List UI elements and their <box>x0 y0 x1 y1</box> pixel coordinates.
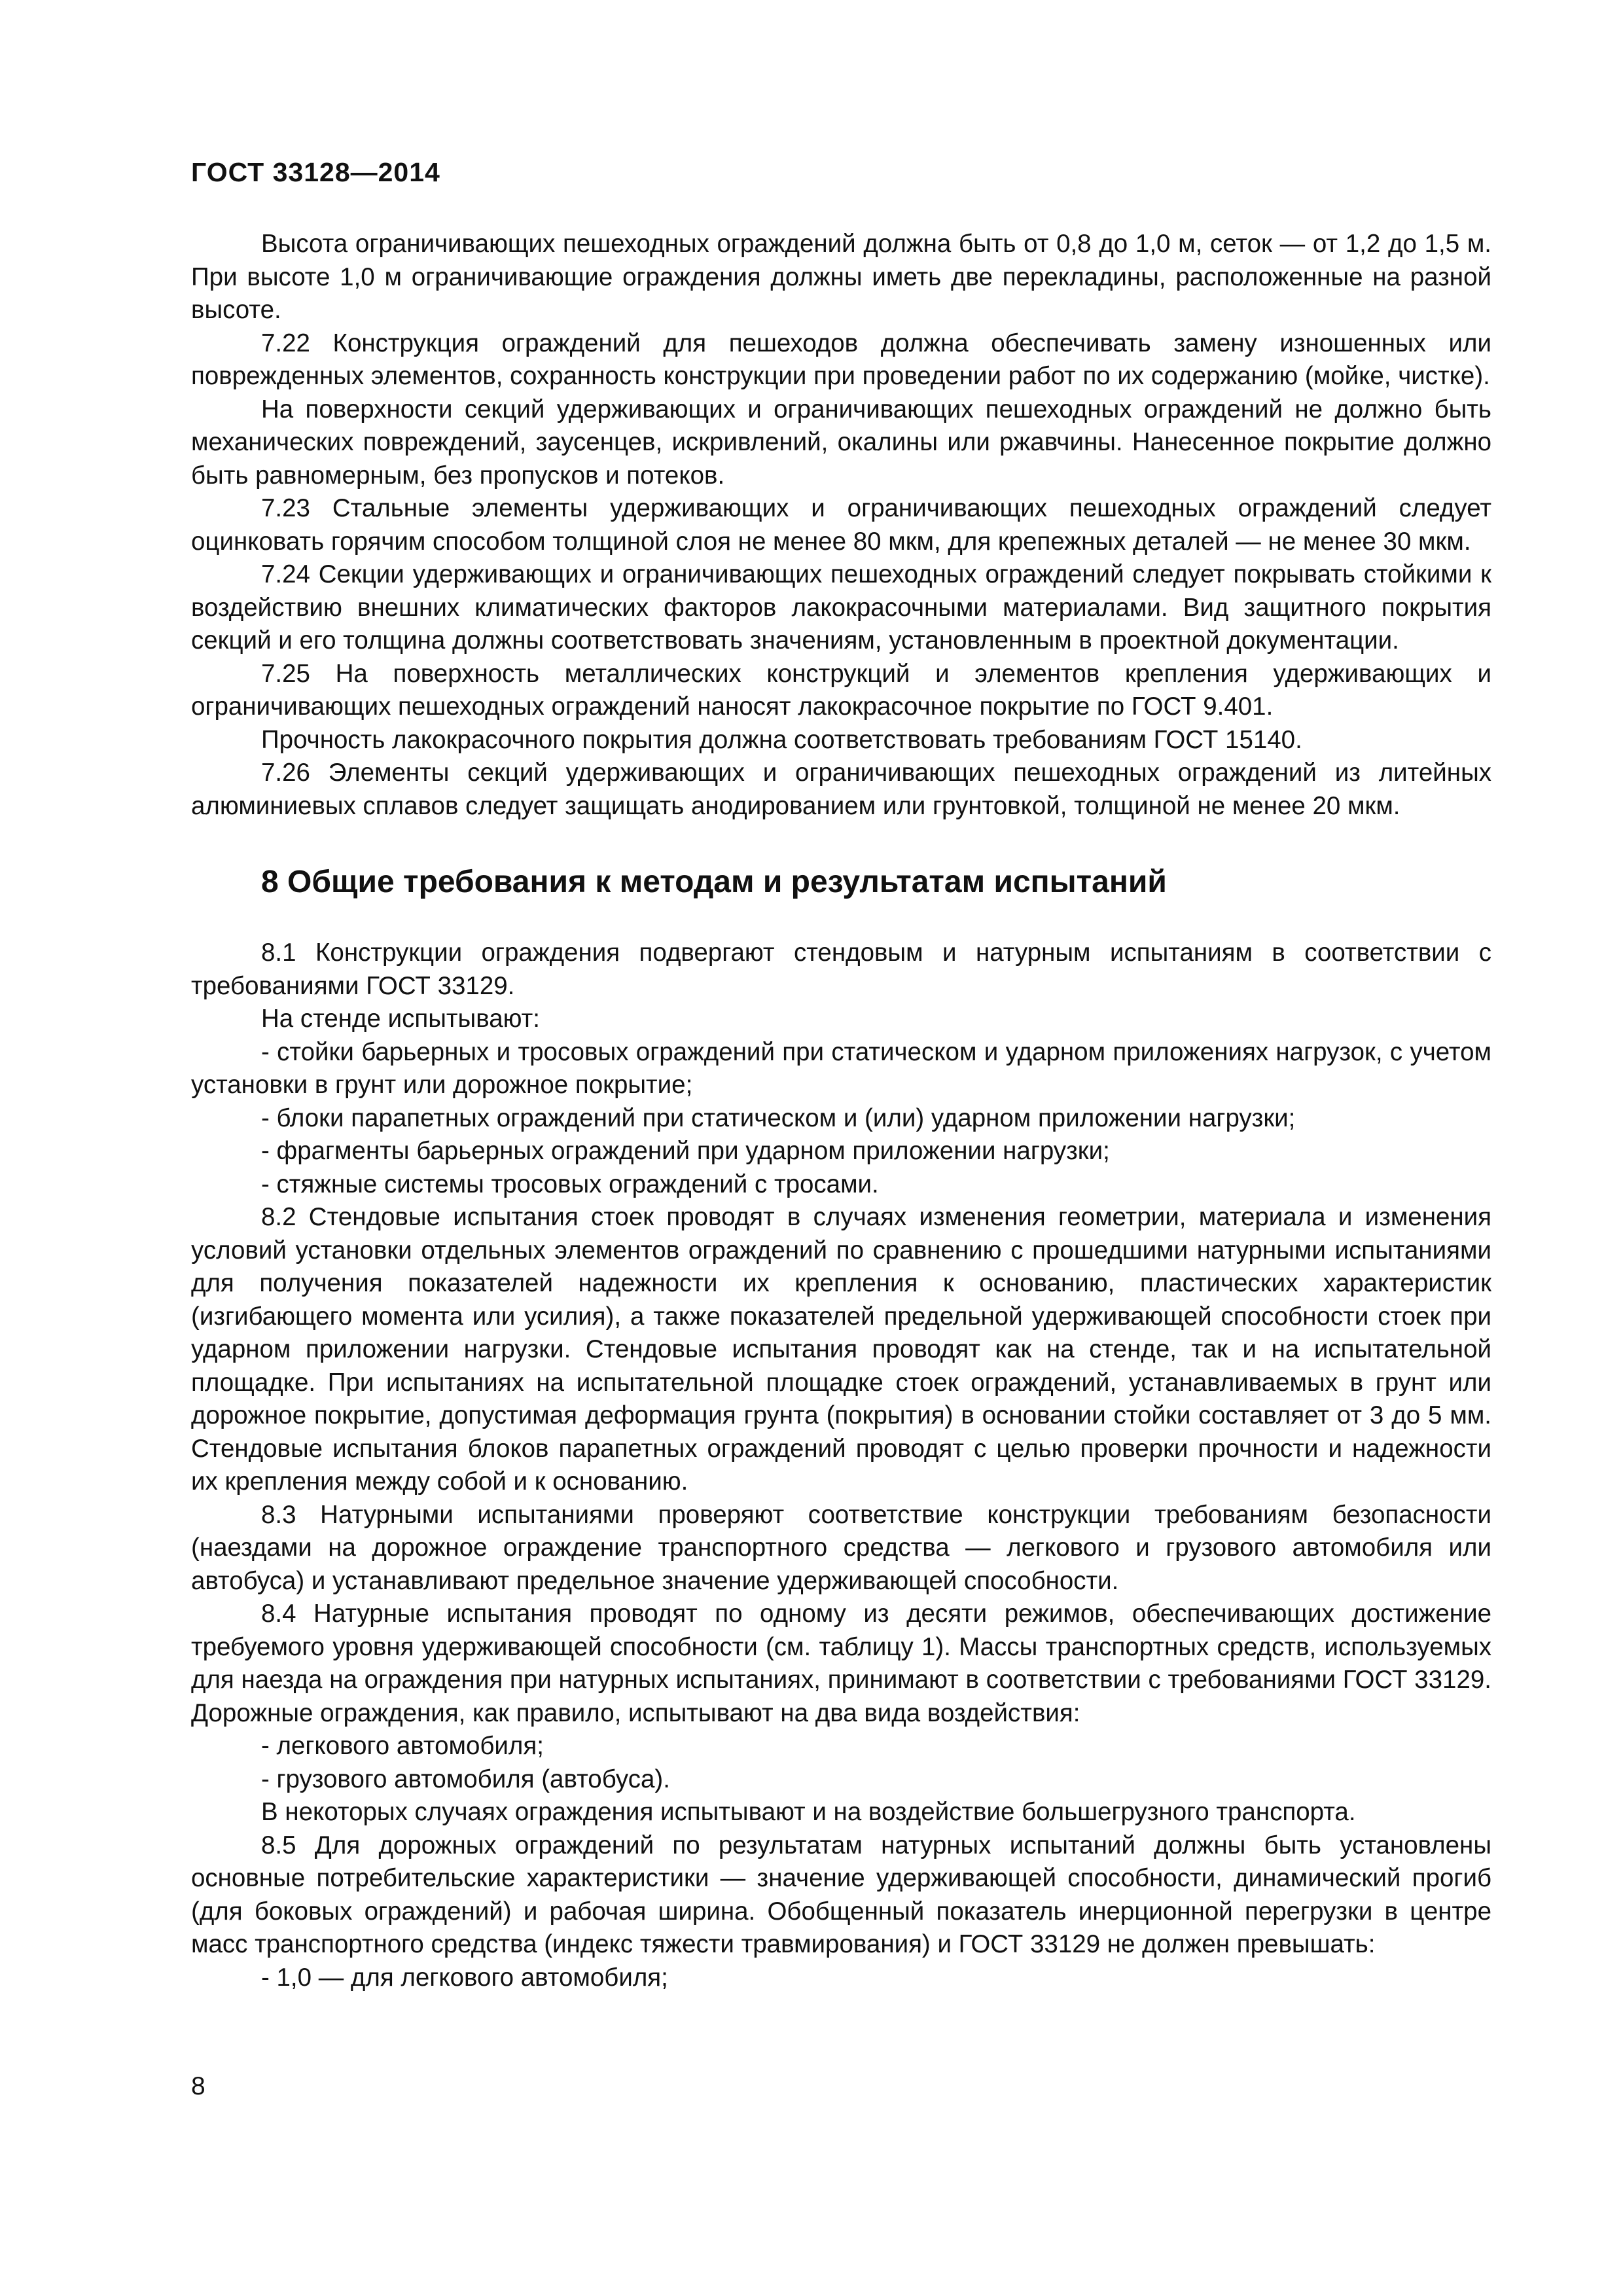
paragraph-surface-quality: На поверхности секций удерживающих и ограничивающих пешеходных ограждений не должно быть механических повреждений, заусенцев, искривлений, окалины или ржавчины. Нанесенное покрытие должно быть равномерным, без пропусков и потеков. <box>191 395 1491 490</box>
paragraph-7-26: 7.26 Элементы секций удерживающих и ограничивающих пешеходных ограждений из литейных алюминиевых сплавов следует защищать анодированием или грунтовкой, толщиной не менее 20 мкм. <box>191 759 1491 820</box>
section-heading: 8 Общие требования к методам и результатам испытаний <box>261 865 1167 899</box>
document-header: ГОСТ 33128—2014 <box>191 157 440 187</box>
text-block-test-methods <box>191 937 1491 1994</box>
document-body <box>191 228 1491 1994</box>
list-item-passenger-car: - легкового автомобиля; <box>261 1732 544 1760</box>
paragraph-heavy-transport: В некоторых случаях ограждения испытывают и на воздействие большегрузного транспорта. <box>261 1798 1356 1826</box>
text-block-requirements <box>191 228 1491 823</box>
list-item-barrier-fragments: - фрагменты барьерных ограждений при ударном приложении нагрузки; <box>261 1137 1110 1165</box>
paragraph-8-4: 8.4 Натурные испытания проводят по одному из десяти режимов, обеспечивающих достижение требуемого уровня удерживающей способности (см. таблицу 1). Массы транспортных средств, используемых для наезда на ограждения при натурных испытаниях, принимают в соответствии с требованиями ГОСТ 33129. Дорожные ограждения, как правило, испытывают на два вида воздействия: <box>191 1600 1491 1727</box>
list-item-barrier-posts: - стойки барьерных и тросовых ограждений при статическом и ударном приложениях нагрузок, с учетом установки в грунт или дорожное покрытие; <box>191 1037 1491 1099</box>
paragraph-8-3: 8.3 Натурными испытаниями проверяют соответствие конструкции требованиям безопасности (наездами на дорожное ограждение транспортного средства — легкового и грузового автомобиля или автобуса) и устанавливают предельное значение удерживающей способности. <box>191 1500 1491 1595</box>
paragraph-7-22: 7.22 Конструкция ограждений для пешеходов должна обеспечивать замену изношенных или поврежденных элементов, сохранность конструкции при проведении работ по их содержанию (мойке, чистке). <box>191 329 1491 390</box>
paragraph-7-25: 7.25 На поверхность металлических конструкций и элементов крепления удерживающих и ограничивающих пешеходных ограждений наносят лакокрасочное покрытие по ГОСТ 9.401. <box>191 659 1491 721</box>
list-item-truck-bus: - грузового автомобиля (автобуса). <box>261 1765 670 1793</box>
paragraph-7-24: 7.24 Секции удерживающих и ограничивающих пешеходных ограждений следует покрывать стойкими к воздействию внешних климатических факторов лакокрасочными материалами. Вид защитного покрытия секций и его толщина должны соответствовать значениям, установленным в проектной документации. <box>191 560 1491 655</box>
paragraph-7-23: 7.23 Стальные элементы удерживающих и ограничивающих пешеходных ограждений следует оцинковать горячим способом толщиной слоя не менее 80 мкм, для крепежных деталей — не менее 30 мкм. <box>191 494 1491 556</box>
paragraph-8-1: 8.1 Конструкции ограждения подвергают стендовым и натурным испытаниям в соответствии с требованиями ГОСТ 33129. <box>191 939 1491 1000</box>
list-item-parapet-blocks: - блоки парапетных ограждений при статическом и (или) ударном приложении нагрузки; <box>261 1103 1296 1132</box>
paragraph-8-5: 8.5 Для дорожных ограждений по результатам натурных испытаний должны быть установлены основные потребительские характеристики — значение удерживающей способности, динамический прогиб (для боковых ограждений) и рабочая ширина. Обобщенный показатель инерционной перегрузки в центре масс транспортного средства (индекс тяжести травмирования) и ГОСТ 33129 не должен превышать: <box>191 1831 1491 1958</box>
paragraph-coating-strength: Прочность лакокрасочного покрытия должна соответствовать требованиям ГОСТ 15140. <box>261 725 1302 754</box>
page-number: 8 <box>191 2072 205 2100</box>
list-item-passenger-car-limit: - 1,0 — для легкового автомобиля; <box>261 1963 668 1992</box>
paragraph-8-2: 8.2 Стендовые испытания стоек проводят в случаях изменения геометрии, материала и изменения условий установки отдельных элементов ограждений по сравнению с прошедшими натурными испытаниями для получения показателей надежности их крепления к основанию, пластических характеристик (изгибающего момента или усилия), а также показателей предельной удерживающей способности стоек при ударном приложении нагрузки. Стендовые испытания проводят как на стенде, так и на испытательной площадке. При испытаниях на испытательной площадке стоек ограждений, устанавливаемых в грунт или дорожное покрытие, допустимая деформация грунта (покрытия) в основании стойки составляет от 3 до 5 мм. Стендовые испытания блоков парапетных ограждений проводят с целью проверки прочности и надежности их крепления между собой и к основанию. <box>191 1203 1491 1496</box>
list-item-tension-systems: - стяжные системы тросовых ограждений с тросами. <box>261 1170 879 1198</box>
paragraph-bench-intro: На стенде испытывают: <box>261 1005 540 1033</box>
paragraph-height-requirements: Высота ограничивающих пешеходных ограждений должна быть от 0,8 до 1,0 м, сеток — от 1,2 до 1,5 м. При высоте 1,0 м ограничивающие ограждения должны иметь две перекладины, расположенные на разной высоте. <box>191 230 1491 324</box>
